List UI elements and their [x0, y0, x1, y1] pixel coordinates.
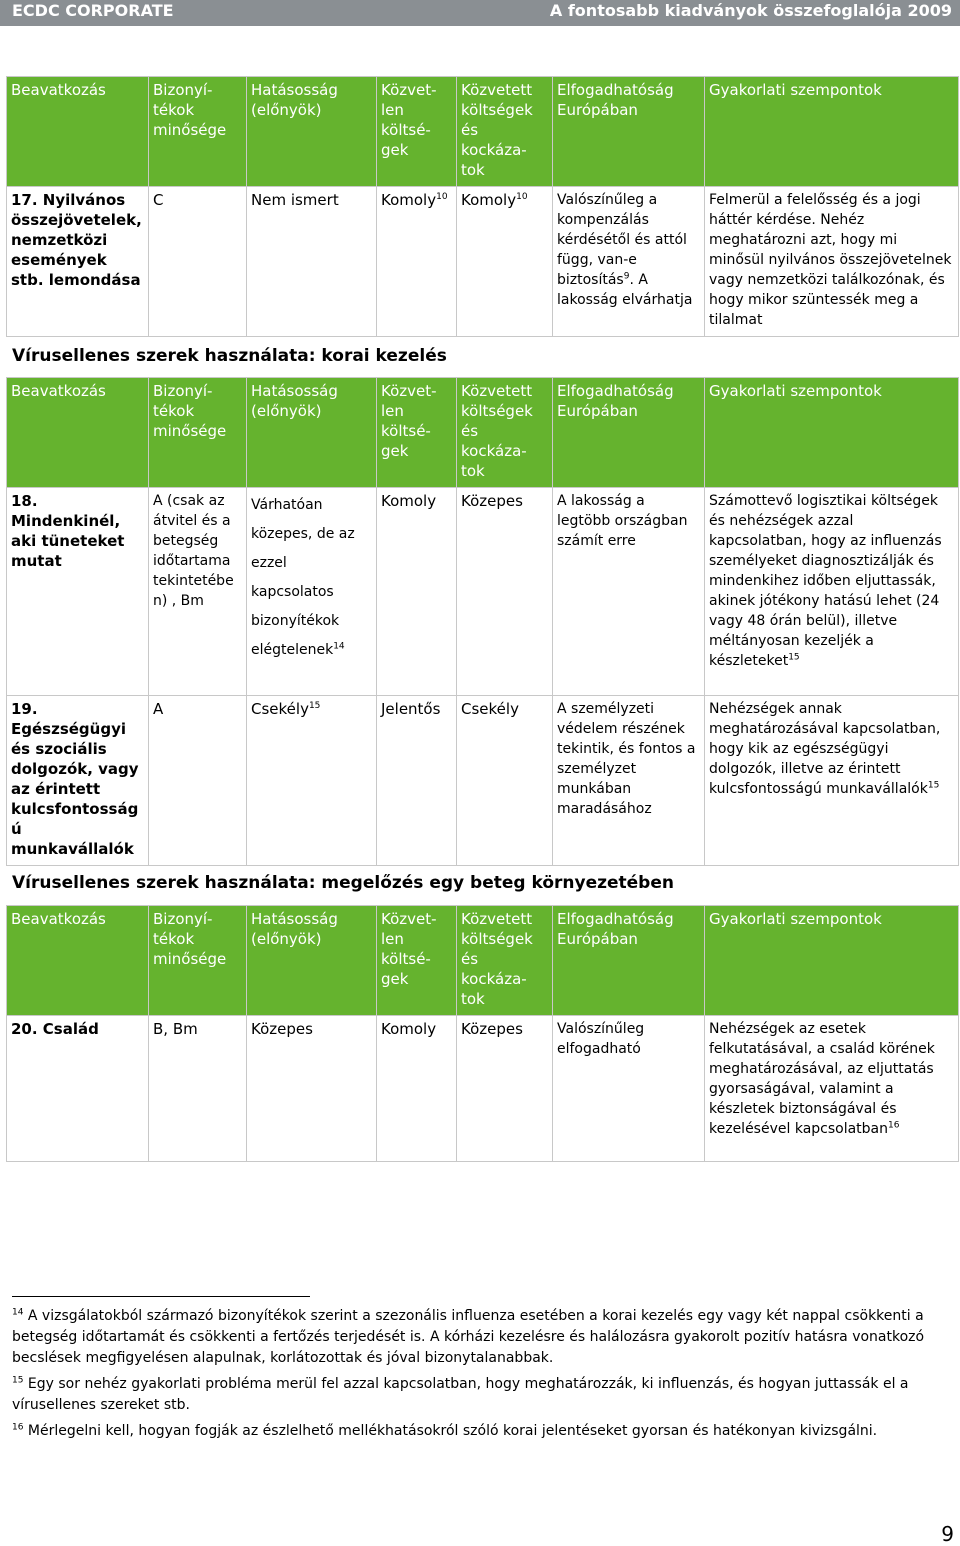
- col-header-practical: Gyakorlati szempontok: [705, 77, 959, 187]
- col-header-acceptability: Elfogadhatóság Európában: [553, 906, 705, 1016]
- row-intervention: 19. Egészségügyi és szociális dolgozók, vagy az érintett kulcsfontosság ú munkavállalók: [7, 696, 149, 866]
- row-acceptability: Valószínűleg elfogadható: [553, 1016, 705, 1162]
- running-header: [0, 0, 960, 26]
- row-indirect: Közepes: [457, 488, 553, 696]
- header-right: A fontosabb kiadványok összefoglalója 2009: [549, 1, 952, 20]
- row-direct: Jelentős: [377, 696, 457, 866]
- col-header-direct: Közvet-len költsé-gek: [377, 378, 457, 488]
- col-header-intervention: Beavatkozás: [7, 77, 149, 187]
- row-acceptability: A lakosság a legtöbb országban számít erre: [553, 488, 705, 696]
- table-row: [7, 1016, 959, 1162]
- row-effect: Közepes: [247, 1016, 377, 1162]
- col-header-indirect: Közvetett költségek és kockáza-tok: [457, 77, 553, 187]
- table-row: [7, 187, 959, 337]
- table-header-row: [7, 378, 959, 488]
- row-direct: Komoly: [377, 1016, 457, 1162]
- table-row: [7, 696, 959, 866]
- footnote-separator: [12, 1296, 310, 1297]
- footnote-16: $^{16}$ Mérlegelni kell, hogyan fogják az észlelhető mellékhatásokról szóló korai jelentéseket gyorsan és hatékonyan kivizsgálni.: [12, 1422, 878, 1439]
- row-acceptability: A személyzeti védelem részének tekintik, és fontos a személyzet munkában maradásához: [553, 696, 705, 866]
- col-header-intervention: Beavatkozás: [7, 378, 149, 488]
- col-header-acceptability: Elfogadhatóság Európában: [553, 77, 705, 187]
- table-header-row: [7, 77, 959, 187]
- table-early-treatment: [6, 377, 959, 866]
- row-indirect: Komoly$^{10}$: [457, 187, 553, 337]
- row-evidence: A: [149, 696, 247, 866]
- col-header-acceptability: Elfogadhatóság Európában: [553, 378, 705, 488]
- footnote-14: $^{14}$ A vizsgálatokból származó bizonyítékok szerint a szezonális influenza esetében a korai kezelés egy vagy két nappal csökkenti a betegség időtartamát és csökkenti a fertőzés terjedését is. A kórházi kezelésre és halálozásra gyakorolt pozitív hatásra vonatkozó becslések megfigyelésen alapulnak, korlátozottak és jóval bizonytalanabbak.: [12, 1307, 925, 1366]
- table-header-row: [7, 906, 959, 1016]
- row-effect: Nem ismert: [247, 187, 377, 337]
- row-effect: Várhatóan közepes, de az ezzel kapcsolatos bizonyítékok elégtelenek$^{14}$: [247, 488, 377, 696]
- row-practical: Nehézségek annak meghatározásával kapcsolatban, hogy kik az egészségügyi dolgozók, illetve az érintett kulcsfontosságú munkavállalók$^{15}$: [705, 696, 959, 866]
- col-header-indirect: Közvetett költségek és kockáza-tok: [457, 906, 553, 1016]
- section-title-early-treatment: Vírusellenes szerek használata: korai kezelés: [12, 346, 447, 366]
- footnote-15: $^{15}$ Egy sor nehéz gyakorlati probléma merül fel azzal kapcsolatban, hogy meghatározzák, ki influenzás, és hogyan juttassák el a vírusellenes szereket stb.: [12, 1375, 909, 1413]
- col-header-evidence: Bizonyí-tékok minősége: [149, 378, 247, 488]
- col-header-evidence: Bizonyí-tékok minősége: [149, 906, 247, 1016]
- col-header-practical: Gyakorlati szempontok: [705, 378, 959, 488]
- row-evidence: B, Bm: [149, 1016, 247, 1162]
- row-indirect: Közepes: [457, 1016, 553, 1162]
- row-intervention: 20. Család: [7, 1016, 149, 1162]
- row-effect: Csekély$^{15}$: [247, 696, 377, 866]
- row-acceptability: Valószínűleg a kompenzálás kérdésétől és attól függ, van-e biztosítás$^9$. A lakosság elvárhatja: [553, 187, 705, 337]
- table-row: [7, 488, 959, 696]
- table-public-gatherings: [6, 76, 959, 337]
- col-header-effect: Hatásosság (előnyök): [247, 906, 377, 1016]
- col-header-intervention: Beavatkozás: [7, 906, 149, 1016]
- col-header-direct: Közvet-len költsé-gek: [377, 906, 457, 1016]
- row-direct: Komoly: [377, 488, 457, 696]
- row-intervention: 17. Nyilvános összejövetelek, nemzetközi események stb. lemondása: [7, 187, 149, 337]
- row-evidence: C: [149, 187, 247, 337]
- col-header-practical: Gyakorlati szempontok: [705, 906, 959, 1016]
- row-intervention: 18. Mindenkinél, aki tüneteket mutat: [7, 488, 149, 696]
- row-practical: Felmerül a felelősség és a jogi háttér kérdése. Nehéz meghatározni azt, hogy mi minősül nyilvános összejövetelnek vagy nemzetközi találkozónak, és hogy mikor szüntessék meg a tilalmat: [705, 187, 959, 337]
- col-header-evidence: Bizonyí-tékok minősége: [149, 77, 247, 187]
- row-evidence: A (csak az átvitel és a betegség időtartama tekintetében) , Bm: [149, 488, 247, 696]
- row-direct: Komoly$^{10}$: [377, 187, 457, 337]
- col-header-effect: Hatásosság (előnyök): [247, 77, 377, 187]
- col-header-indirect: Közvetett költségek és kockáza-tok: [457, 378, 553, 488]
- row-practical: Számottevő logisztikai költségek és nehézségek azzal kapcsolatban, hogy az influenzás személyeket diagnosztizálják és mindenkihez időben eljuttassák, akinek jótékony hatású lehet (24 vagy 48 órán belül), illetve méltányosan kezeljék a készleteket$^{15}$: [705, 488, 959, 696]
- col-header-direct: Közvet-len költsé-gek: [377, 77, 457, 187]
- section-title-prevention: Vírusellenes szerek használata: megelőzés egy beteg környezetében: [12, 873, 674, 893]
- row-indirect: Csekély: [457, 696, 553, 866]
- col-header-effect: Hatásosság (előnyök): [247, 378, 377, 488]
- table-prevention: [6, 905, 959, 1162]
- page-number: 9: [941, 1522, 954, 1546]
- row-practical: Nehézségek az esetek felkutatásával, a család körének meghatározásával, az eljuttatás gyorsaságával, valamint a készletek biztonságával és kezelésével kapcsolatban$^{16}$: [705, 1016, 959, 1162]
- header-left: ECDC CORPORATE: [12, 1, 174, 20]
